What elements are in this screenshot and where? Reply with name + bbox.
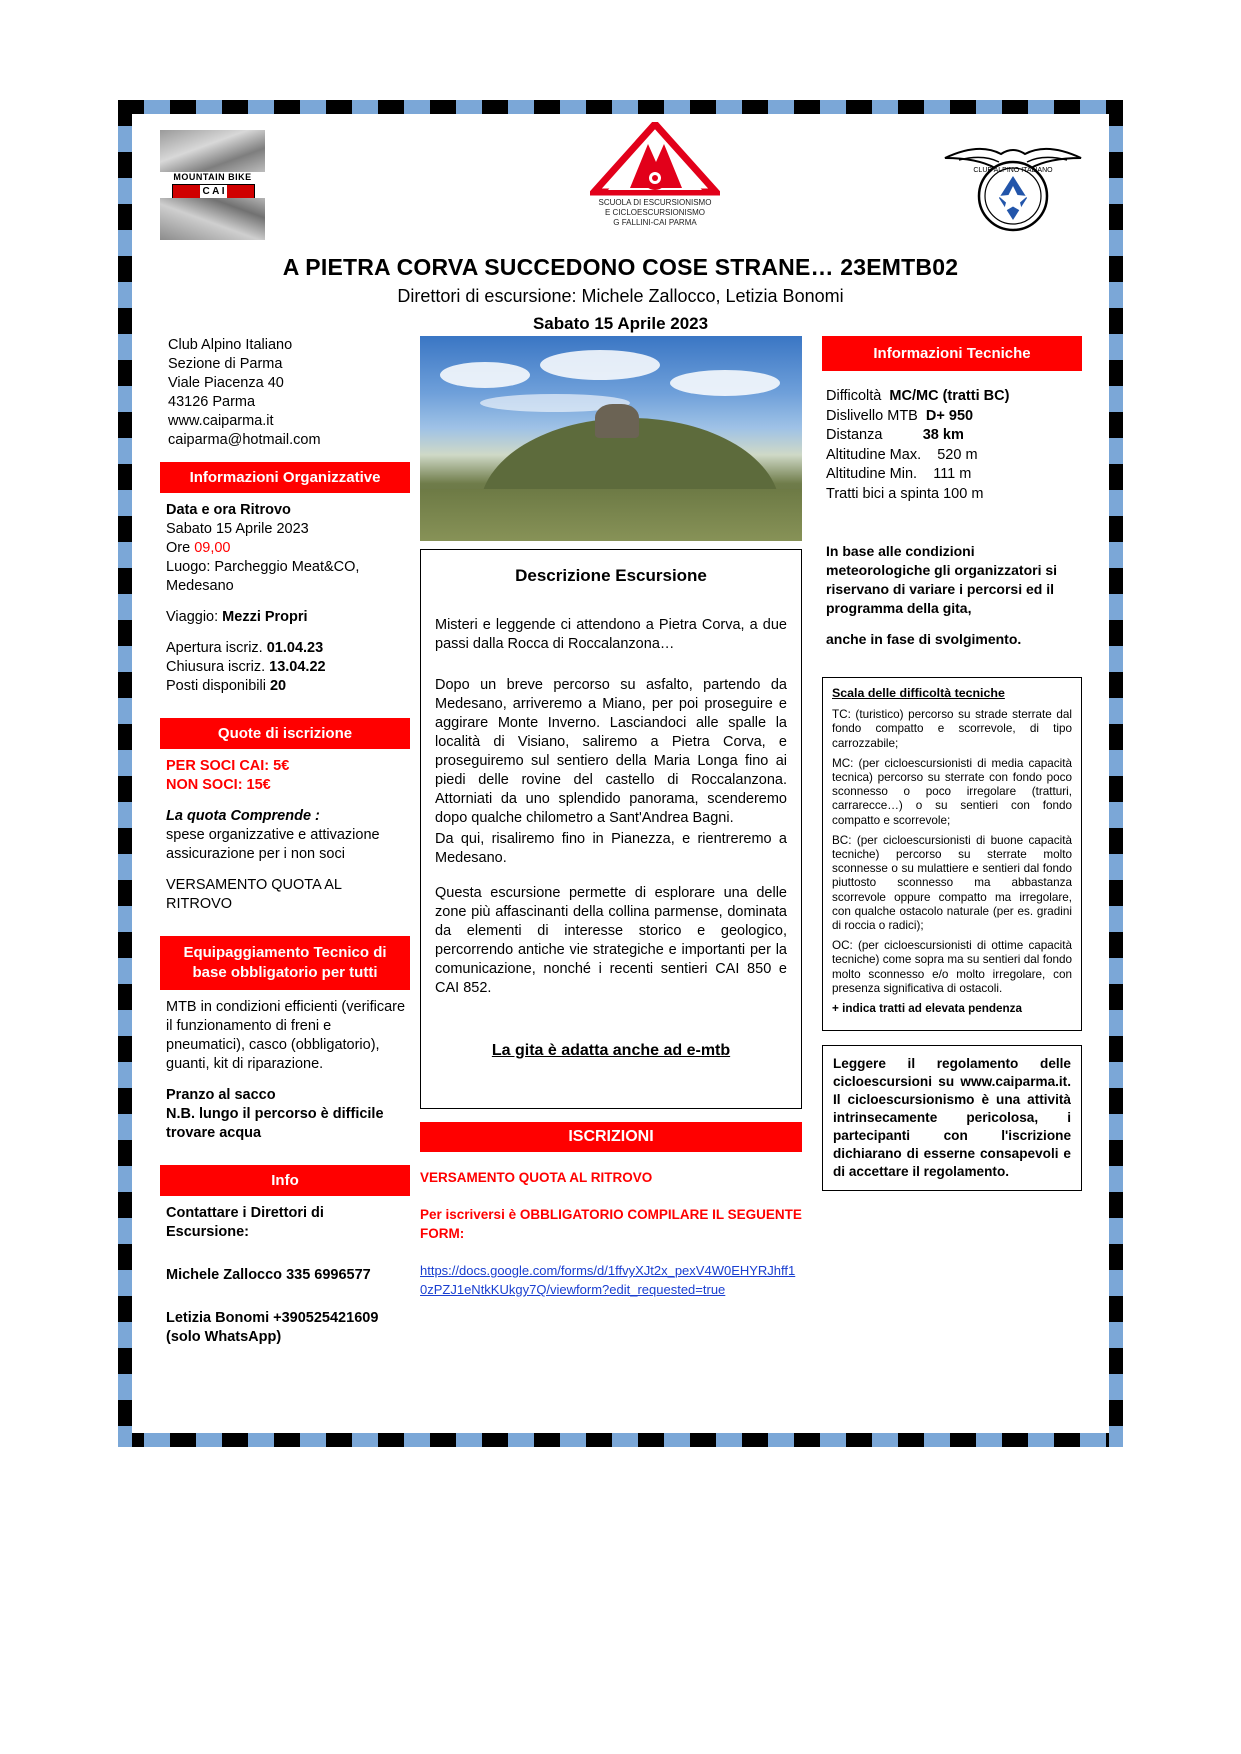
address-line-1: Club Alpino Italiano: [168, 337, 293, 353]
open-value: 01.04.23: [266, 640, 324, 656]
hour-value: 09,00: [194, 540, 231, 556]
tech-row: [826, 465, 1082, 485]
border-top: [118, 100, 1123, 114]
difficulty-plus: + indica tratti ad elevata pendenza: [832, 1002, 1022, 1016]
fee-payment-note: VERSAMENTO QUOTA AL RITROVO: [166, 877, 342, 912]
description-paragraph-3: Da qui, risaliremo fino in Pianezza, e rientreremo a Medesano.: [435, 831, 787, 866]
difficulty-oc: OC: (per cicloescursionisti di ottime capacità tecniche) come sopra ma su sentieri dal fondo molto sconnesso e/o molto irregolare, con presenza significativa di ostacoli.: [832, 939, 1072, 995]
meeting-label: Data e ora Ritrovo: [166, 502, 291, 518]
page-title: A PIETRA CORVA SUCCEDONO COSE STRANE… 23EMTB02: [282, 254, 959, 280]
description-box: [420, 549, 802, 1109]
description-paragraph-2: Dopo un breve percorso su asfalto, partendo da Medesano, arriveremo a Miano, per poi proseguire e aggirare Monte Inverno. Lasciandoci alle spalle la località di Visiano, saliremo a Pietra Corva, e proseguiremo sul sentiero della Maria Longa fino ai piedi delle rovine del castello di Roccalanzona. Attorniati da uno splendido panorama, scenderemo dopo qualche chilometro a Sant'Andrea Bagni.: [435, 677, 787, 826]
travel-value: Mezzi Propri: [222, 609, 308, 625]
technical-info-list: [822, 387, 1082, 504]
poster-content: [132, 114, 1109, 1433]
mtb-photo-top-icon: [160, 130, 265, 172]
address-line-2: Sezione di Parma: [168, 356, 283, 372]
mtb-photo-bottom-icon: [160, 198, 265, 240]
contact-label-l2: Escursione:: [166, 1224, 249, 1240]
tech-value: 38 km: [922, 427, 964, 443]
registration-form-l1: Per iscriversi è OBBLIGATORIO COMPILARE IL SEGUENTE: [420, 1207, 802, 1222]
border-bottom: [118, 1433, 1123, 1447]
description-paragraph-4: Questa escursione permette di esplorare una delle zone più affascinanti della collina parmense, dominata da elementi di interesse storico e geologico, percorrendo antiche vie strategiche e importanti per la comunicazione, nonché i recenti sentieri CAI 850 e CAI 852.: [435, 885, 787, 996]
cloud-icon: [440, 362, 530, 388]
close-label: Chiusura iscriz.: [166, 659, 270, 675]
tech-row: [826, 426, 1082, 446]
registration-body: [420, 1158, 802, 1299]
tech-row: [826, 485, 1082, 505]
contact-label-l1: Contattare i Direttori di: [166, 1205, 324, 1221]
tech-label: Tratti bici a spinta 100 m: [826, 485, 984, 502]
school-logo-caption: SCUOLA DI ESCURSIONISMO E CICLOESCURSIONISMO G FALLINI-CAI PARMA: [598, 198, 712, 227]
weather-note: [822, 542, 1082, 649]
technical-info-heading: Informazioni Tecniche: [822, 336, 1082, 371]
registration-payment: VERSAMENTO QUOTA AL RITROVO: [420, 1170, 653, 1185]
mtb-logo-label: MOUNTAIN BIKE: [173, 172, 252, 182]
club-address: [160, 336, 410, 450]
travel-label: Viaggio:: [166, 609, 223, 625]
tech-value: 111 m: [933, 466, 972, 482]
seats-value: 20: [269, 678, 287, 694]
equipment-heading-l2: base obbligatorio per tutti: [192, 964, 378, 981]
difficulty-mc: MC: (per cicloescursionisti di media capacità tecnica) percorso su sterrate con fondo poco sconnesso o poco irregolare (tratturi, carrarecce…) o su sentieri con fondo compatto e scorrevole;: [832, 756, 1072, 827]
cloud-icon: [670, 370, 780, 396]
left-column: [160, 336, 410, 1347]
weather-note-l1: In base alle condizioni meteorologiche gli organizzatori si riservano di variare i percorsi ed il programma della gita,: [826, 543, 1058, 616]
mountain-bike-cai-logo: [160, 130, 265, 240]
cai-flag-icon: C A I: [172, 184, 255, 200]
rules-box: Leggere il regolamento delle cicloescursioni su www.caiparma.it. Il cicloescursionismo è una attività intrinsecamente pericolosa, i partecipanti con l'iscrizione dichiarano di esserne consapevoli e di accettare il regolamento.: [822, 1045, 1082, 1191]
cai-eagle-logo: [939, 124, 1087, 246]
event-date: Sabato 15 Aprile 2023: [532, 314, 709, 333]
tech-value: MC/MC (tratti BC): [889, 388, 1010, 404]
registration-form-link[interactable]: https://docs.google.com/forms/d/1ffvyXJt2x_pexV4W0EHYRJhff10zPZJ1eNtkKUkgy7Q/viewform?edit_requested=true: [420, 1263, 796, 1297]
address-email: caiparma@hotmail.com: [168, 432, 321, 448]
equipment-body: [160, 998, 410, 1143]
description-paragraph-1: Misteri e leggende ci attendono a Pietra Corva, a due passi dalla Rocca di Roccalanzona…: [435, 617, 787, 652]
meadow-foreground: [420, 489, 802, 541]
close-value: 13.04.22: [269, 659, 326, 675]
equipment-lunch: Pranzo al sacco: [166, 1087, 276, 1103]
difficulty-tc: TC: (turistico) percorso su strade sterrate dal fondo compatto e scorrevole, di tipo carrozzabile;: [832, 708, 1072, 750]
meeting-place: Luogo: Parcheggio Meat&CO,: [166, 559, 360, 575]
hour-label: Ore: [166, 540, 195, 556]
difficulty-scale-title: Scala delle difficoltà tecniche: [832, 686, 1005, 700]
meeting-date: Sabato 15 Aprile 2023: [166, 521, 309, 537]
tech-row: [826, 407, 1082, 427]
tech-row: [826, 446, 1082, 466]
ebike-note: La gita è adatta anche ad e-mtb: [491, 1042, 731, 1059]
hero-photo: [420, 336, 802, 541]
subtitle-directors: Direttori di escursione: Michele Zallocco, Letizia Bonomi: [397, 286, 844, 306]
info-heading: Info: [160, 1165, 410, 1196]
info-body: [160, 1204, 410, 1347]
difficulty-bc: BC: (per cicloescursionisti di buone capacità tecniche) percorso su sterrate molto sconnesse o su mulattiere e sentieri dal fondo piuttosto sconnesso ma abbastanza scorrevole oppure compatto ma irregolare, con qualche ostacolo naturale (per es. gradini di roccia o radici);: [832, 833, 1072, 933]
cloud-icon: [540, 350, 660, 380]
svg-text:CLUB ALPINO ITALIANO: CLUB ALPINO ITALIANO: [973, 167, 1053, 174]
school-triangle-icon: [590, 122, 720, 196]
difficulty-scale-box: [822, 677, 1082, 1031]
fee-includes-title: La quota Comprende :: [166, 808, 320, 824]
description-heading: Descrizione Escursione: [515, 566, 707, 585]
registration-heading: ISCRIZIONI: [420, 1122, 802, 1152]
equipment-heading: [160, 936, 410, 990]
contact-person-2: Letizia Bonomi +390525421609: [166, 1310, 379, 1326]
tech-value: 520 m: [937, 446, 978, 463]
org-info-body: [160, 501, 410, 696]
tech-label: Altitudine Min.: [826, 466, 918, 482]
fee-includes-text: spese organizzative e attivazione assicurazione per i non soci: [166, 827, 380, 862]
rock-formation: [595, 404, 639, 438]
fees-body: [160, 757, 410, 914]
registration-form-l2: FORM:: [420, 1226, 465, 1241]
contact-person-1: Michele Zallocco 335 6996577: [166, 1267, 371, 1283]
equipment-text: MTB in condizioni efficienti (verificare il funzionamento di freni e pneumatici), casco (obbligatorio), guanti, kit di riparazione.: [166, 999, 406, 1072]
equipment-heading-l1: Equipaggiamento Tecnico di: [183, 944, 387, 961]
tech-value: D+ 950: [925, 407, 974, 424]
fees-heading: Quote di iscrizione: [160, 718, 410, 749]
eagle-icon: [939, 124, 1087, 246]
right-column: [822, 336, 1082, 1191]
tech-row: [826, 387, 1082, 407]
open-label: Apertura iscriz.: [166, 640, 267, 656]
address-line-3: Viale Piacenza 40: [168, 375, 284, 391]
address-website: www.caiparma.it: [168, 413, 274, 429]
weather-note-l2: anche in fase di svolgimento.: [826, 631, 1022, 647]
address-line-4: 43126 Parma: [168, 394, 256, 410]
school-logo: [550, 122, 760, 227]
tech-label: Difficoltà: [826, 388, 882, 404]
tech-label: Altitudine Max.: [826, 446, 922, 463]
fee-nonmembers: NON SOCI: 15€: [166, 777, 271, 793]
meeting-place-2: Medesano: [166, 578, 234, 594]
tech-label: Distanza: [826, 427, 883, 443]
contact-person-2-note: (solo WhatsApp): [166, 1329, 282, 1345]
equipment-nb: N.B. lungo il percorso è difficile trovare acqua: [166, 1106, 384, 1141]
tech-label: Dislivello MTB: [826, 407, 918, 424]
border-right: [1109, 100, 1123, 1447]
seats-label: Posti disponibili: [166, 678, 270, 694]
border-left: [118, 100, 132, 1447]
org-info-heading: Informazioni Organizzative: [160, 462, 410, 493]
fee-members: PER SOCI CAI: 5€: [166, 758, 290, 774]
